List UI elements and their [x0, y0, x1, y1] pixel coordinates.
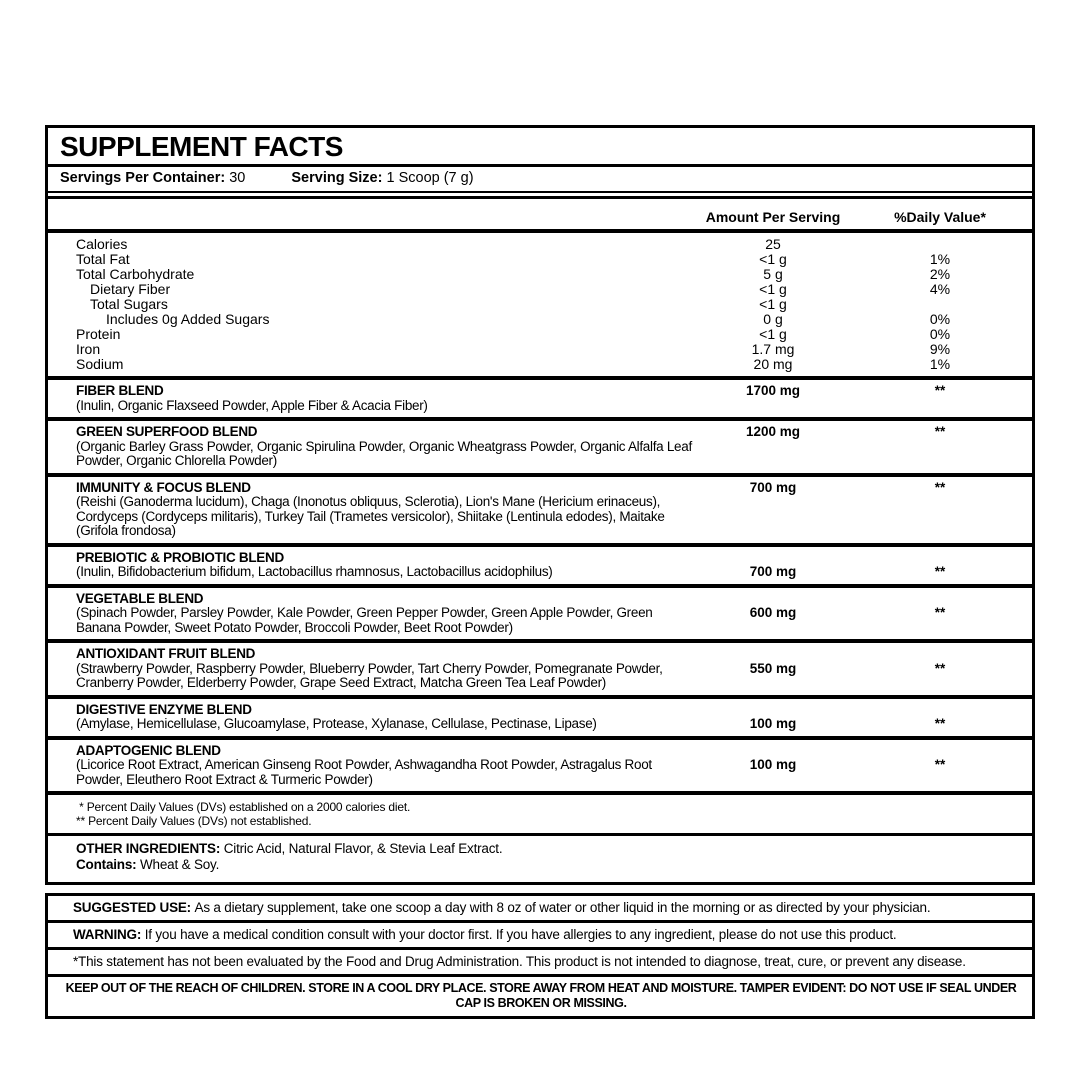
blend-name: VEGETABLE BLEND — [76, 590, 204, 606]
serving-info-row — [48, 167, 1032, 191]
blend-amount: 1200 mg — [745, 424, 801, 439]
nutrient-name: Total Fat — [76, 251, 130, 267]
nutrient-row — [48, 357, 1032, 372]
nutrient-name: Total Carbohydrate — [76, 266, 195, 282]
nutrient-amount: <1 g — [759, 326, 787, 342]
servings-per-container-value: 30 — [229, 170, 246, 186]
blend-daily-value: ** — [934, 716, 946, 731]
blend-section — [48, 421, 1032, 473]
supplement-facts-panel — [45, 125, 1035, 885]
nutrient-row — [48, 267, 1032, 282]
blend-section — [48, 547, 1032, 584]
nutrient-row — [48, 312, 1032, 327]
blend-amount: 100 mg — [749, 716, 797, 731]
servings-per-container-label: Servings Per Container: — [60, 170, 226, 186]
nutrient-amount: 1.7 mg — [751, 341, 795, 357]
nutrient-row — [48, 237, 1032, 252]
blend-ingredients: (Amylase, Hemicellulase, Glucoamylase, Protease, Xylanase, Cellulase, Pectinase, Lipase) — [76, 716, 597, 731]
usage-row-text: KEEP OUT OF THE REACH OF CHILDREN. STORE IN A COOL DRY PLACE. STORE AWAY FROM HEAT AND MOISTURE. TAMPER EVIDENT: DO NOT USE IF SEAL UNDER CAP IS BROKEN OR MISSING. — [65, 981, 1017, 1010]
nutrient-row — [48, 327, 1032, 342]
usage-row — [48, 896, 1032, 920]
other-ingredients-block — [48, 836, 1032, 880]
usage-row — [48, 950, 1032, 974]
serving-size-label: Serving Size: — [291, 170, 383, 186]
blend-daily-value: ** — [934, 383, 946, 398]
column-header-daily-value: %Daily Value* — [894, 209, 986, 225]
usage-row-text: *This statement has not been evaluated by the Food and Drug Administration. This product is not intended to diagnose, treat, cure, or prevent any disease. — [73, 954, 966, 969]
blend-daily-value: ** — [934, 660, 946, 676]
blend-daily-value: ** — [934, 605, 946, 620]
blend-section — [48, 699, 1032, 736]
blend-section — [48, 740, 1032, 792]
blend-daily-value: ** — [934, 479, 946, 495]
blend-section — [48, 643, 1032, 695]
blend-amount: 1700 mg — [745, 383, 801, 398]
nutrient-row — [48, 252, 1032, 267]
blend-name: ANTIOXIDANT FRUIT BLEND — [76, 646, 256, 661]
nutrient-daily-value: 1% — [929, 356, 951, 372]
blend-amount: 700 mg — [749, 479, 797, 495]
blend-amount: 700 mg — [749, 564, 797, 579]
nutrient-row — [48, 342, 1032, 357]
blend-ingredients: (Spinach Powder, Parsley Powder, Kale Powder, Green Pepper Powder, Green Apple Powder, Green Banana Powder, Sweet Potato Powder, Broccoli Powder, Beet Root Powder) — [76, 605, 653, 635]
usage-row-label: WARNING: — [73, 927, 145, 942]
usage-row-text: If you have a medical condition consult with your doctor first. If you have allergies to any ingredient, please do not use this product. — [144, 927, 897, 942]
blend-name: IMMUNITY & FOCUS BLEND — [76, 479, 251, 495]
usage-row-text: As a dietary supplement, take one scoop a day with 8 oz of water or other liquid in the morning or as directed by your physician. — [194, 900, 931, 915]
blend-sections — [48, 380, 1032, 791]
blend-ingredients: (Inulin, Organic Flaxseed Powder, Apple Fiber & Acacia Fiber) — [76, 397, 428, 413]
blend-section — [48, 477, 1032, 543]
nutrient-daily-value: 2% — [929, 266, 951, 282]
nutrient-daily-value: 4% — [929, 281, 951, 297]
usage-row — [48, 923, 1032, 947]
blend-name: FIBER BLEND — [76, 383, 164, 398]
nutrient-daily-value: 9% — [929, 341, 951, 357]
serving-size-value: 1 Scoop (7 g) — [386, 170, 474, 186]
footnote-line: * Percent Daily Values (DVs) established on a 2000 calories diet. — [76, 800, 411, 814]
blend-ingredients: (Licorice Root Extract, American Ginseng Root Powder, Ashwagandha Root Powder, Astragalus Root Powder, Eleuthero Root Extract & Turmeric Powder) — [76, 757, 652, 787]
nutrient-amount: 5 g — [763, 266, 783, 282]
column-header-row — [48, 199, 1032, 229]
nutrient-name: Sodium — [76, 356, 124, 372]
nutrient-row — [48, 282, 1032, 297]
other-ingredients-label: OTHER INGREDIENTS: — [76, 841, 221, 856]
nutrient-table — [48, 233, 1032, 376]
nutrient-name: Total Sugars — [90, 296, 168, 312]
contains-value: Wheat & Soy. — [140, 857, 220, 872]
nutrient-amount: <1 g — [759, 251, 787, 267]
blend-ingredients: (Organic Barley Grass Powder, Organic Spirulina Powder, Organic Wheatgrass Powder, Organic Alfalfa Leaf Powder, Organic Chlorella Powder) — [76, 438, 692, 468]
nutrient-row — [48, 297, 1032, 312]
nutrient-name: Calories — [76, 236, 128, 252]
blend-ingredients: (Strawberry Powder, Raspberry Powder, Blueberry Powder, Tart Cherry Powder, Pomegranate Powder, Cranberry Powder, Elderberry Powder, Grape Seed Extract, Matcha Green Tea Leaf Powder) — [76, 660, 663, 690]
daily-value-footnotes — [48, 795, 1032, 833]
nutrient-amount: 0 g — [763, 311, 783, 327]
nutrient-daily-value: 0% — [929, 326, 951, 342]
nutrient-daily-value: 0% — [929, 311, 951, 327]
blend-daily-value: ** — [934, 424, 946, 439]
blend-name: DIGESTIVE ENZYME BLEND — [76, 701, 252, 717]
blend-section — [48, 588, 1032, 640]
blend-ingredients: (Inulin, Bifidobacterium bifidum, Lactobacillus rhamnosus, Lactobacillus acidophilus) — [76, 564, 553, 579]
nutrient-amount: <1 g — [759, 296, 787, 312]
blend-section — [48, 380, 1032, 417]
nutrient-name: Dietary Fiber — [90, 281, 171, 297]
other-ingredients-line — [76, 841, 1004, 857]
serving-divider — [48, 191, 1032, 199]
nutrient-name: Protein — [76, 326, 121, 342]
nutrient-amount: 25 — [765, 236, 781, 252]
other-ingredients-value: Citric Acid, Natural Flavor, & Stevia Leaf Extract. — [223, 841, 503, 856]
usage-row-label: SUGGESTED USE: — [73, 900, 195, 915]
blend-amount: 600 mg — [749, 605, 797, 620]
blend-ingredients: (Reishi (Ganoderma lucidum), Chaga (Inonotus obliquus, Sclerotia), Lion's Mane (Hericium erinaceus), Cordyceps (Cordyceps militaris), Turkey Tail (Trametes versicolor), Shiitake (Lentinula edodes), Maitake (Grifola frondosa) — [76, 494, 665, 538]
blend-name: ADAPTOGENIC BLEND — [76, 742, 221, 758]
blend-name: PREBIOTIC & PROBIOTIC BLEND — [76, 549, 284, 565]
contains-label: Contains: — [76, 857, 137, 872]
blend-daily-value: ** — [934, 757, 946, 772]
footnote-line: ** Percent Daily Values (DVs) not established. — [76, 814, 312, 828]
nutrient-daily-value: 1% — [929, 251, 951, 267]
nutrient-amount: 20 mg — [753, 356, 793, 372]
nutrient-name: Includes 0g Added Sugars — [106, 311, 270, 327]
blend-name: GREEN SUPERFOOD BLEND — [76, 424, 258, 439]
usage-row — [48, 977, 1032, 1016]
blend-amount: 550 mg — [749, 660, 797, 676]
usage-warning-panel — [45, 893, 1035, 1019]
nutrient-name: Iron — [76, 341, 101, 357]
nutrient-amount: <1 g — [759, 281, 787, 297]
blend-daily-value: ** — [934, 564, 946, 579]
column-header-amount: Amount Per Serving — [705, 209, 841, 225]
panel-title: SUPPLEMENT FACTS — [60, 131, 343, 162]
contains-line — [76, 857, 1004, 873]
blend-amount: 100 mg — [749, 757, 797, 772]
